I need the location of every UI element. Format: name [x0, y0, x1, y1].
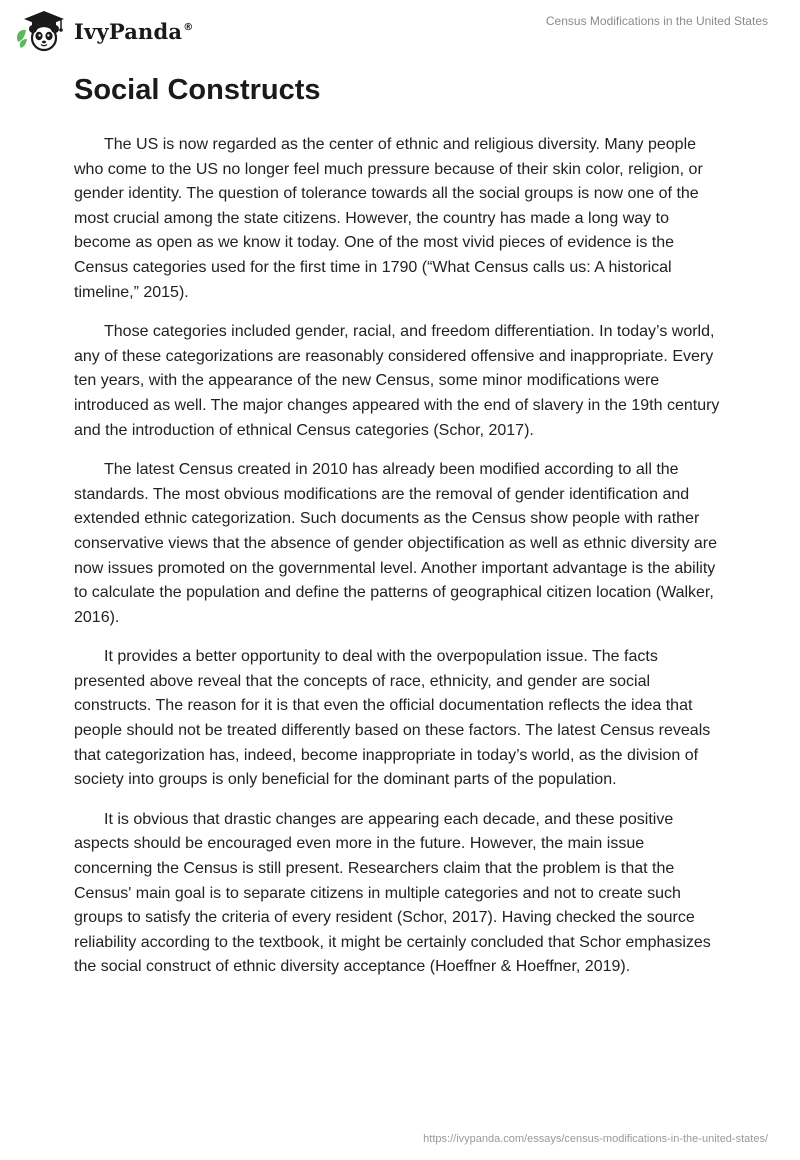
logo-wordmark [74, 19, 193, 44]
paragraph: The US is now regarded as the center of ethnic and religious diversity. Many people who come to the US no longer feel much pressure because of their skin color, religion, or gender identity. The question of tolerance towards all the social groups is now one of the most crucial among the state citizens. However, the country has made a long way to become as open as we know it today. One of the most vivid pieces of evidence is the Census categories used for the first time in 1790 (“What Census calls us: A historical timeline,” 2015). [74, 136, 703, 301]
logo-text: IvyPanda [74, 18, 183, 44]
paragraph: Those categories included gender, racial, and freedom differentiation. In today’s world, any of these categorizations are reasonably considered offensive and inappropriate. Every ten years, with the appearance of the new Census, some minor modifications were introduced as well. The major changes appeared with the end of slavery in the 19th century and the introduction of ethnical Census categories (Schor, 2017). [74, 323, 720, 439]
logo-registered-mark: ® [183, 21, 194, 33]
paragraph: It provides a better opportunity to deal with the overpopulation issue. The facts presented above reveal that the concepts of race, ethnicity, and gender are social constructs. The reason for it is that even the official documentation reflects the idea that people should not be treated differently based on these factors. The latest Census reveals that categorization has, indeed, become inappropriate in today’s world, as the division of society into groups is only beneficial for the dominant parts of the population. [74, 648, 711, 789]
paragraph: It is obvious that drastic changes are appearing each decade, and these positive aspects should be encouraged even more in the future. However, the main issue concerning the Census is still present. Researchers claim that the problem is that the Census' main goal is to separate citizens in multiple categories and not to create such groups to satisfy the criteria of every resident (Schor, 2017). Having checked the source reliability according to the textbook, it might be certainly concluded that Schor emphasizes the social construct of ethnic diversity acceptance (Hoeffner & Hoeffner, 2019). [74, 810, 711, 976]
article-body [74, 133, 726, 995]
paragraph: The latest Census created in 2010 has already been modified according to all the standards. The most obvious modifications are the removal of gender identification and extended ethnic categorization. Such documents as the Census show people with rather conservative views that the absence of gender objectification as well as ethnic diversity are now issues promoted on the governmental level. Another important advantage is the ability to calculate the population and define the patterns of geographical citizen location (Walker, 2016). [74, 461, 718, 626]
page-header [0, 0, 800, 60]
running-title: Census Modifications in the United States [545, 14, 768, 28]
page-title: Social Constructs [74, 74, 321, 106]
ivypanda-logo[interactable] [14, 8, 193, 52]
footer-url[interactable]: https://ivypanda.com/essays/census-modifications-in-the-united-states/ [423, 1133, 768, 1145]
panda-logo-icon [14, 8, 70, 52]
